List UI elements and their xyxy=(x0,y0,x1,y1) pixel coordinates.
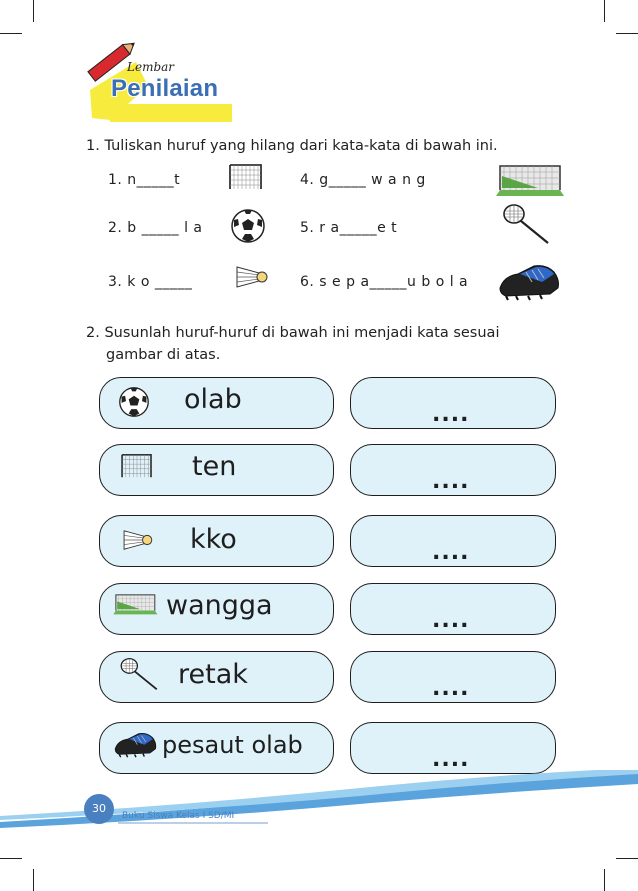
scrambled-word-2: ten xyxy=(192,451,237,482)
section1-instruction: 1. Tuliskan huruf yang hilang dari kata-kata di bawah ini. xyxy=(86,138,498,154)
section2-instruction-line1: 2. Susunlah huruf-huruf di bawah ini menjadi kata sesuai xyxy=(86,325,500,341)
answer-dots-4: .... xyxy=(432,608,470,633)
answer-dots-3: .... xyxy=(432,540,470,565)
page-number: 30 xyxy=(84,794,114,824)
book-title: Buku Siswa Kelas I SD/MI xyxy=(122,811,235,821)
scrambled-word-3: kko xyxy=(190,524,237,555)
shuttlecock-icon xyxy=(233,264,269,290)
fill-item-6: 6. s e p a_____u b o l a xyxy=(300,274,469,290)
fill-item-1: 1. n_____t xyxy=(108,172,181,188)
answer-dots-5: .... xyxy=(432,676,470,701)
goal-icon xyxy=(494,160,568,200)
scrambled-word-1: olab xyxy=(184,384,242,415)
shuttlecock-icon xyxy=(120,528,154,552)
fill-item-2: 2. b _____ l a xyxy=(108,220,203,236)
section2-instruction-line2: gambar di atas. xyxy=(106,347,221,363)
fill-item-3: 3. k o _____ xyxy=(108,274,193,290)
fill-item-5: 5. r a_____e t xyxy=(300,220,398,236)
heading-lembar: Lembar xyxy=(127,60,175,74)
answer-dots-2: .... xyxy=(432,469,470,494)
scrambled-word-6: pesaut olab xyxy=(162,731,303,759)
goal-net-icon xyxy=(228,162,264,192)
answer-dots-1: .... xyxy=(432,402,470,427)
fill-item-4: 4. g_____ w a n g xyxy=(300,172,426,188)
scrambled-word-5: retak xyxy=(178,659,248,690)
soccer-shoe-icon xyxy=(112,728,160,760)
answer-dots-6: .... xyxy=(432,747,470,772)
heading-penilaian: Penilaian xyxy=(111,75,219,102)
goal-net-icon xyxy=(120,452,154,480)
racket-icon xyxy=(118,656,160,692)
soccer-ball-icon xyxy=(230,208,266,244)
scrambled-word-4: wangga xyxy=(166,590,273,621)
soccer-ball-icon xyxy=(118,386,150,418)
racket-icon xyxy=(500,202,552,246)
soccer-shoe-icon xyxy=(496,258,564,304)
goal-icon xyxy=(112,590,160,618)
